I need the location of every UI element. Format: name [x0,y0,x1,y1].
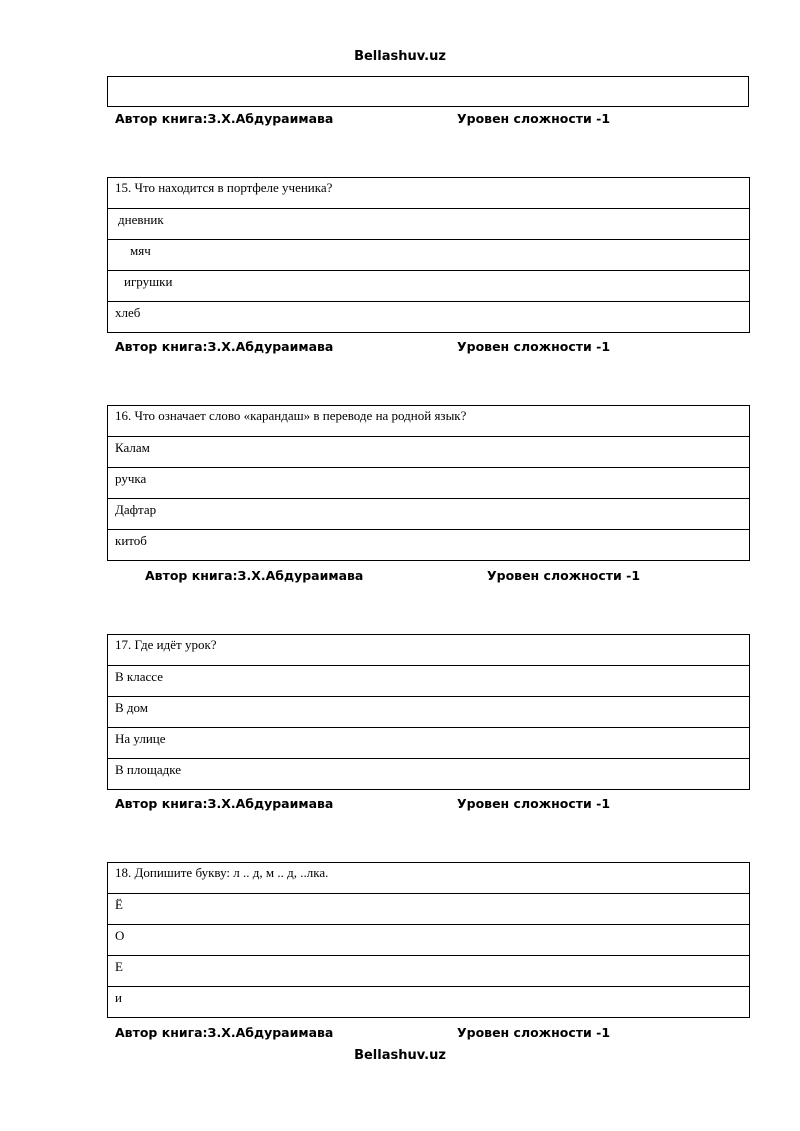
answer-option: Дафтар [108,499,750,530]
difficulty-label: Уровен сложности -1 [457,111,611,126]
author-label: Автор книга:З.Х.Абдураимава [115,111,334,126]
question-table-18 [107,862,750,1018]
question-table-16 [107,405,750,561]
author-label: Автор книга:З.Х.Абдураимава [115,796,334,811]
difficulty-label: Уровен сложности -1 [457,339,611,354]
author-label: Автор книга:З.Х.Абдураимава [115,339,334,354]
answer-option: китоб [108,530,750,561]
answer-option: В дом [108,697,750,728]
answer-option: ручка [108,468,750,499]
answer-option: Ё [108,894,750,925]
question-table-17 [107,634,750,790]
answer-option: и [108,987,750,1018]
answer-option: дневник [108,209,750,240]
difficulty-label: Уровен сложности -1 [457,1025,611,1040]
answer-option: мяч [108,240,750,271]
site-footer: Bellashuv.uz [354,1048,446,1063]
question-table-15 [107,177,750,333]
answer-option: Е [108,956,750,987]
question-text: 15. Что находится в портфеле ученика? [108,178,750,209]
question-text: 17. Где идёт урок? [108,635,750,666]
difficulty-label: Уровен сложности -1 [487,568,641,583]
answer-option: В классе [108,666,750,697]
question-text: 16. Что означает слово «карандаш» в переводе на родной язык? [108,406,750,437]
author-label: Автор книга:З.Х.Абдураимава [145,568,364,583]
answer-option: Калам [108,437,750,468]
empty-answer-box [107,76,749,107]
site-header: Bellashuv.uz [354,49,446,64]
answer-option: игрушки [108,271,750,302]
answer-option: хлеб [108,302,750,333]
answer-option: В площадке [108,759,750,790]
author-label: Автор книга:З.Х.Абдураимава [115,1025,334,1040]
difficulty-label: Уровен сложности -1 [457,796,611,811]
answer-option: О [108,925,750,956]
question-text: 18. Допишите букву: л .. д, м .. д, ..лка. [108,863,750,894]
answer-option: На улице [108,728,750,759]
